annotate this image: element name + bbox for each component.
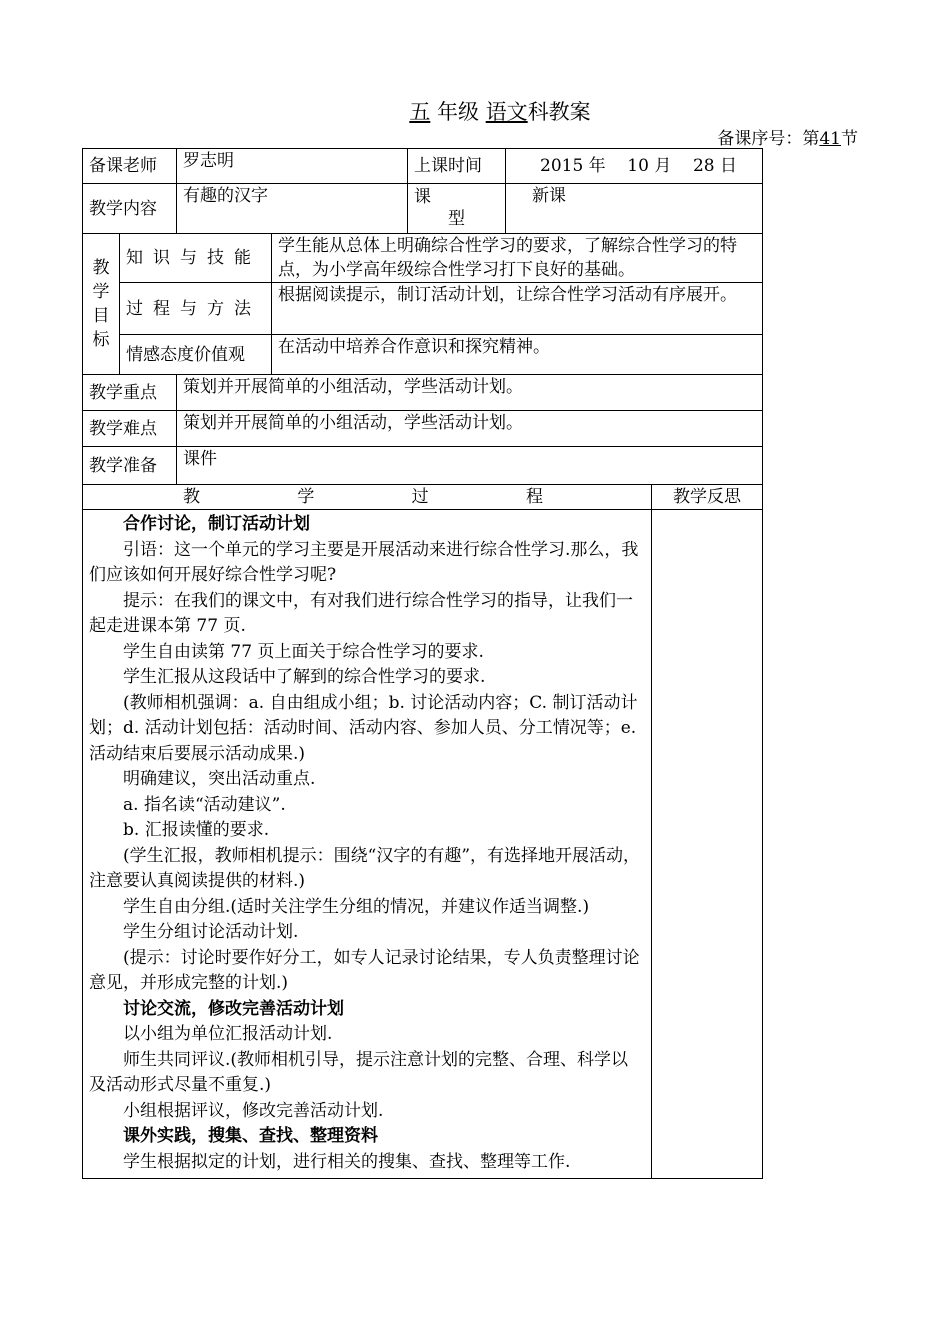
process-paragraph: 提示：在我们的课文中，有对我们进行综合性学习的指导，让我们一起走进课本第 77 页. bbox=[89, 590, 633, 636]
row-keypoint bbox=[83, 375, 763, 411]
subject-value: 语文 bbox=[485, 100, 528, 124]
goal-text-attitude: 在活动中培养合作意识和探究精神。 bbox=[272, 335, 763, 375]
process-section-heading: 讨论交流，修改完善活动计划 bbox=[123, 998, 344, 1019]
difficulty-label: 教学难点 bbox=[83, 411, 177, 447]
process-paragraph: 引语：这一个单元的学习主要是开展活动来进行综合性学习.那么，我们应该如何开展好综合性学习呢? bbox=[89, 539, 639, 585]
title-suffix: 科教案 bbox=[527, 100, 591, 124]
keypoint-label: 教学重点 bbox=[83, 375, 177, 411]
goals-label-char: 学 bbox=[92, 282, 110, 302]
process-section-heading: 合作讨论，制订活动计划 bbox=[123, 514, 310, 534]
process-header bbox=[83, 485, 652, 510]
row-difficulty bbox=[83, 411, 763, 447]
process-paragraph: 学生根据拟定的计划，进行相关的搜集、查找、整理等工作. bbox=[123, 1151, 571, 1172]
keypoint-text: 策划并开展简单的小组活动，学些活动计划。 bbox=[177, 375, 763, 411]
process-header-char: 学 bbox=[297, 487, 315, 507]
goal-text-knowledge: 学生能从总体上明确综合性学习的要求，了解综合性学习的特点，为小学高年级综合性学习打下良好的基础。 bbox=[272, 234, 763, 283]
lesson-serial bbox=[717, 124, 858, 149]
process-header-char: 过 bbox=[411, 487, 429, 507]
content-value: 有趣的汉字 bbox=[177, 184, 408, 234]
serial-suffix: 节 bbox=[841, 129, 858, 149]
goal-label-process: 过程与方法 bbox=[120, 283, 272, 335]
reflection-header: 教学反思 bbox=[652, 485, 763, 510]
type-label bbox=[408, 184, 506, 234]
row-process-header bbox=[83, 485, 763, 510]
date-month: 10 月 bbox=[627, 156, 672, 176]
goals-label bbox=[83, 234, 120, 375]
teacher-value: 罗志明 bbox=[177, 149, 408, 184]
teacher-label: 备课老师 bbox=[83, 149, 177, 184]
process-header-char: 教 bbox=[183, 487, 200, 507]
process-paragraph: 以小组为单位汇报活动计划. bbox=[123, 1024, 333, 1044]
serial-prefix: 备课序号：第 bbox=[717, 129, 820, 149]
process-paragraph: 学生自由读第 77 页上面关于综合性学习的要求. bbox=[123, 641, 484, 662]
process-content bbox=[83, 510, 652, 1179]
grade-value: 五 bbox=[409, 100, 431, 124]
process-header-char: 程 bbox=[525, 487, 543, 507]
process-paragraph: 学生自由分组.(适时关注学生分组的情况，并建议作适当调整.) bbox=[123, 896, 590, 917]
row-content bbox=[83, 184, 763, 234]
process-paragraph: 学生分组讨论活动计划. bbox=[123, 922, 299, 942]
content-label: 教学内容 bbox=[83, 184, 177, 234]
process-paragraph: b. 汇报读懂的要求. bbox=[123, 820, 270, 840]
goals-label-char: 目 bbox=[92, 306, 110, 326]
process-paragraph: 学生汇报从这段话中了解到的综合性学习的要求. bbox=[123, 667, 486, 687]
process-paragraph: a. 指名读“活动建议”. bbox=[123, 794, 286, 815]
reflection-content bbox=[652, 510, 763, 1179]
type-label-2: 型 bbox=[448, 209, 465, 229]
process-paragraph: 小组根据评议，修改完善活动计划. bbox=[123, 1100, 384, 1121]
document-title bbox=[0, 96, 950, 126]
goals-label-char: 教 bbox=[92, 258, 110, 278]
row-prep bbox=[83, 447, 763, 485]
goal-label-knowledge: 知识与技能 bbox=[120, 234, 272, 283]
prep-label: 教学准备 bbox=[83, 447, 177, 485]
row-teacher bbox=[83, 149, 763, 184]
process-list bbox=[89, 512, 645, 1175]
row-goal-knowledge bbox=[83, 234, 763, 283]
difficulty-text: 策划并开展简单的小组活动，学些活动计划。 bbox=[177, 411, 763, 447]
serial-number: 41 bbox=[819, 129, 841, 149]
process-paragraph: (提示：讨论时要作好分工，如专人记录讨论结果，专人负责整理讨论意见，并形成完整的计划.) bbox=[89, 947, 640, 993]
process-section-heading: 课外实践，搜集、查找、整理资料 bbox=[123, 1126, 378, 1146]
grade-suffix: 年级 bbox=[437, 100, 479, 124]
goal-label-attitude: 情感态度价值观 bbox=[120, 335, 272, 375]
goals-label-char: 标 bbox=[92, 330, 110, 350]
process-paragraph: (学生汇报，教师相机提示：围绕“汉字的有趣”，有选择地开展活动，注意要认真阅读提供的材料.) bbox=[89, 845, 641, 891]
row-process-body bbox=[83, 510, 763, 1179]
process-paragraph: 明确建议，突出活动重点. bbox=[123, 769, 316, 789]
prep-text: 课件 bbox=[177, 447, 763, 485]
date-value bbox=[506, 149, 763, 184]
date-day: 28 日 bbox=[692, 156, 738, 176]
process-paragraph: (教师相机强调：a. 自由组成小组；b. 讨论活动内容；C. 制订活动计划；d. 活动计划包括：活动时间、活动内容、参加人员、分工情况等；e. 活动结束后要展示活动成果.) bbox=[89, 692, 638, 764]
date-year: 2015 年 bbox=[540, 156, 606, 176]
time-label: 上课时间 bbox=[408, 149, 506, 184]
type-value: 新课 bbox=[506, 184, 763, 234]
type-label-1: 课 bbox=[414, 187, 431, 207]
lesson-plan-table bbox=[82, 148, 763, 1179]
goal-text-process: 根据阅读提示，制订活动计划，让综合性学习活动有序展开。 bbox=[272, 283, 763, 335]
process-paragraph: 师生共同评议.(教师相机引导，提示注意计划的完整、合理、科学以及活动形式尽量不重复.) bbox=[89, 1049, 629, 1095]
row-goal-attitude bbox=[83, 335, 763, 375]
row-goal-process bbox=[83, 283, 763, 335]
